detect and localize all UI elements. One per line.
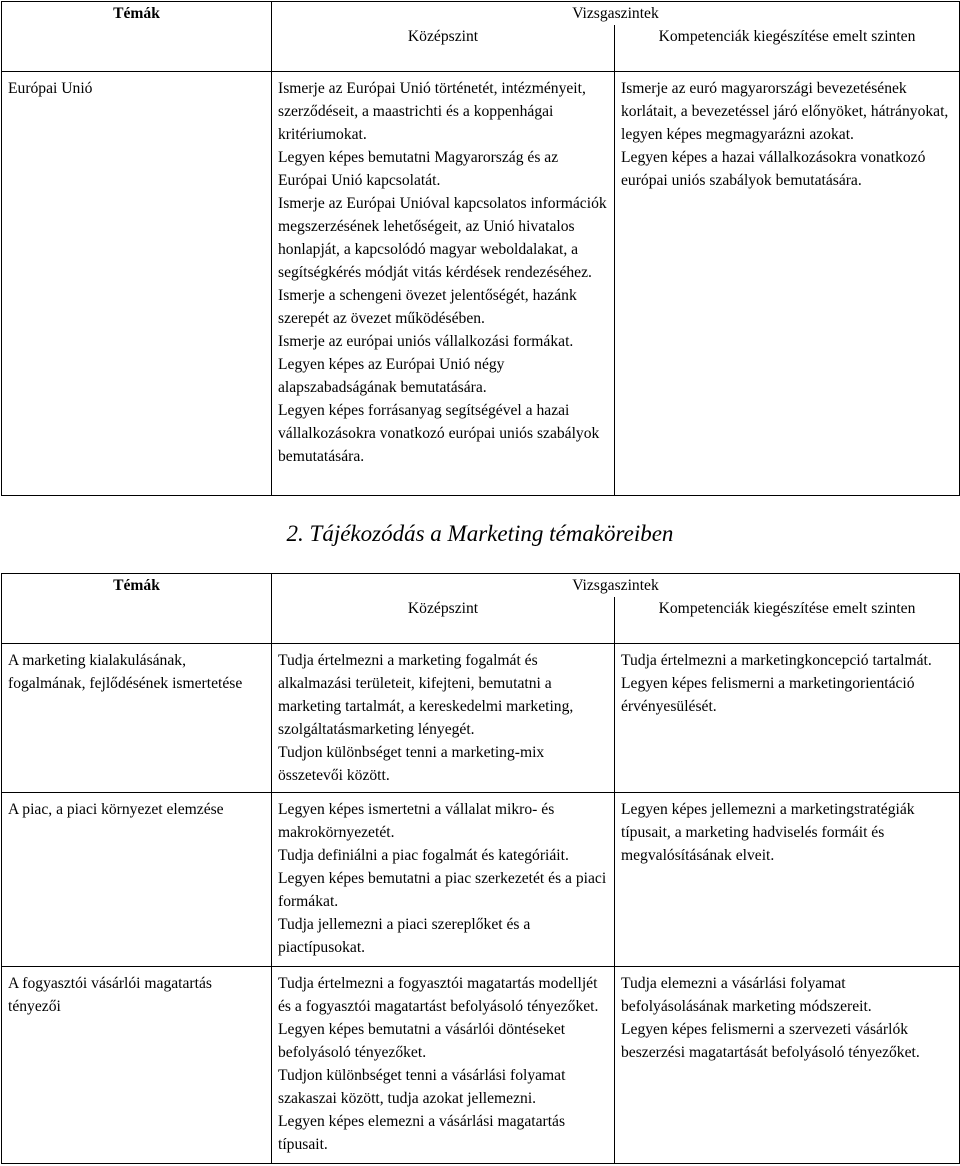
- requirement-text: Tudja értelmezni a marketingkoncepció tartalmát.: [621, 652, 932, 669]
- topic-cell: [2, 72, 272, 496]
- advanced-level-header: [615, 25, 960, 72]
- exam-levels-header-label: Vizsgaszintek: [572, 577, 659, 594]
- advanced-cell: [615, 966, 960, 1163]
- intermediate-level-label: Középszint: [407, 600, 479, 617]
- section-title: 2. Tájékozódás a Marketing témaköreiben: [286, 521, 674, 546]
- requirement-text: Tudjon különbséget tenni a marketing-mix összetevői között.: [278, 744, 545, 784]
- topics-header: [2, 2, 272, 72]
- topic-cell: [2, 793, 272, 966]
- advanced-level-label: Kompetenciák kiegészítése emelt szinten: [658, 28, 916, 45]
- requirement-text: Ismerje a schengeni övezet jelentőségét, hazánk szerepét az övezet működésében.: [278, 287, 577, 327]
- intermediate-level-header: [272, 597, 615, 644]
- requirement-text: Legyen képes a hazai vállalkozásokra vonatkozó európai uniós szabályok bemutatására.: [621, 149, 926, 189]
- requirement-text: Legyen képes bemutatni Magyarország és az Európai Unió kapcsolatát.: [278, 149, 559, 189]
- requirement-text: Legyen képes forrásanyag segítségével a hazai vállalkozásokra vonatkozó európai uniós szabályok bemutatására.: [278, 402, 600, 465]
- intermediate-cell: [272, 72, 615, 496]
- topics-header-label: Témák: [113, 577, 160, 594]
- requirement-text: Legyen képes felismerni a marketingorientáció érvényesülését.: [621, 675, 915, 715]
- advanced-cell: [615, 793, 960, 966]
- topics-header-label: Témák: [113, 5, 160, 22]
- advanced-cell: [615, 644, 960, 793]
- requirement-text: Legyen képes jellemezni a marketingstratégiák típusait, a marketing hadviselés formáit és megvalósításának elveit.: [621, 801, 915, 865]
- requirement-text: Tudja értelmezni a marketing fogalmát és alkalmazási területeit, kifejteni, bemutatni a marketing tartalmát, a kereskedelmi marketing, szolgáltatásmarketing lényegét.: [278, 652, 574, 738]
- table-row: [2, 72, 960, 496]
- advanced-level-header: [615, 597, 960, 644]
- topic-text: A piac, a piaci környezet elemzése: [8, 801, 224, 819]
- intermediate-level-header: [272, 25, 615, 72]
- table-row: [2, 966, 960, 1163]
- requirement-text: Tudja definiálni a piac fogalmát és kategóriáit. Legyen képes bemutatni a piac szerkezetét és a piaci formákat.: [278, 847, 607, 911]
- table-row: [2, 793, 960, 966]
- advanced-level-label: Kompetenciák kiegészítése emelt szinten: [658, 600, 916, 617]
- exam-levels-header-label: Vizsgaszintek: [572, 5, 659, 22]
- marketing-requirements-table: [1, 573, 960, 1164]
- topic-text: A marketing kialakulásának, fogalmának, fejlődésének ismertetése: [8, 652, 243, 692]
- requirement-text: Tudja jellemezni a piaci szereplőket és a piactípusokat.: [278, 916, 531, 957]
- requirement-text: Legyen képes bemutatni a vásárlói döntéseket befolyásoló tényezőket.: [278, 1020, 566, 1061]
- topics-header: [2, 574, 272, 644]
- requirement-text: Legyen képes ismertetni a vállalat mikro- és makrokörnyezetét.: [278, 801, 555, 842]
- requirement-text: Tudjon különbséget tenni a vásárlási folyamat szakaszai között, tudja azokat jellemezni.: [278, 1066, 566, 1107]
- topic-cell: [2, 644, 272, 793]
- requirement-text: Ismerje az Európai Unió történetét, intézményeit, szerződéseit, a maastrichti és a koppenhágai kritériumokat.: [278, 80, 586, 143]
- requirement-text: Ismerje az európai uniós vállalkozási formákat.: [278, 333, 574, 350]
- intermediate-cell: [272, 793, 615, 966]
- requirement-text: Tudja elemezni a vásárlási folyamat befolyásolásának marketing módszereit.: [621, 974, 872, 1015]
- eu-requirements-table: [1, 1, 960, 496]
- requirement-text: Tudja értelmezni a fogyasztói magatartás modelljét és a fogyasztói magatartást befolyásoló tényezőket.: [278, 974, 599, 1015]
- exam-levels-header: [272, 574, 960, 598]
- requirement-text: Legyen képes az Európai Unió négy alapszabadságának bemutatására.: [278, 356, 505, 396]
- requirement-text: Ismerje az euró magyarországi bevezetésének korlátait, a bevezetéssel járó előnyöket, hátrányokat, legyen képes megmagyarázni azokat.: [621, 80, 949, 143]
- intermediate-cell: [272, 644, 615, 793]
- requirement-text: Ismerje az Európai Unióval kapcsolatos információk megszerzésének lehetőségeit, az Unió hivatalos honlapját, a kapcsolódó magyar weboldalakat, a segítségkérés módját vitás kérdések rendezéséhez.: [278, 195, 607, 281]
- intermediate-cell: [272, 966, 615, 1163]
- topic-cell: [2, 966, 272, 1163]
- topic-text: Európai Unió: [8, 80, 93, 97]
- requirement-text: Legyen képes elemezni a vásárlási magatartás típusait.: [278, 1112, 566, 1153]
- exam-levels-header: [272, 2, 960, 26]
- table-row: [2, 644, 960, 793]
- advanced-cell: [615, 72, 960, 496]
- intermediate-level-label: Középszint: [407, 28, 479, 45]
- topic-text: A fogyasztói vásárlói magatartás tényezői: [8, 974, 212, 1015]
- requirement-text: Legyen képes felismerni a szervezeti vásárlók beszerzési magatartását befolyásoló tényezőket.: [621, 1020, 920, 1061]
